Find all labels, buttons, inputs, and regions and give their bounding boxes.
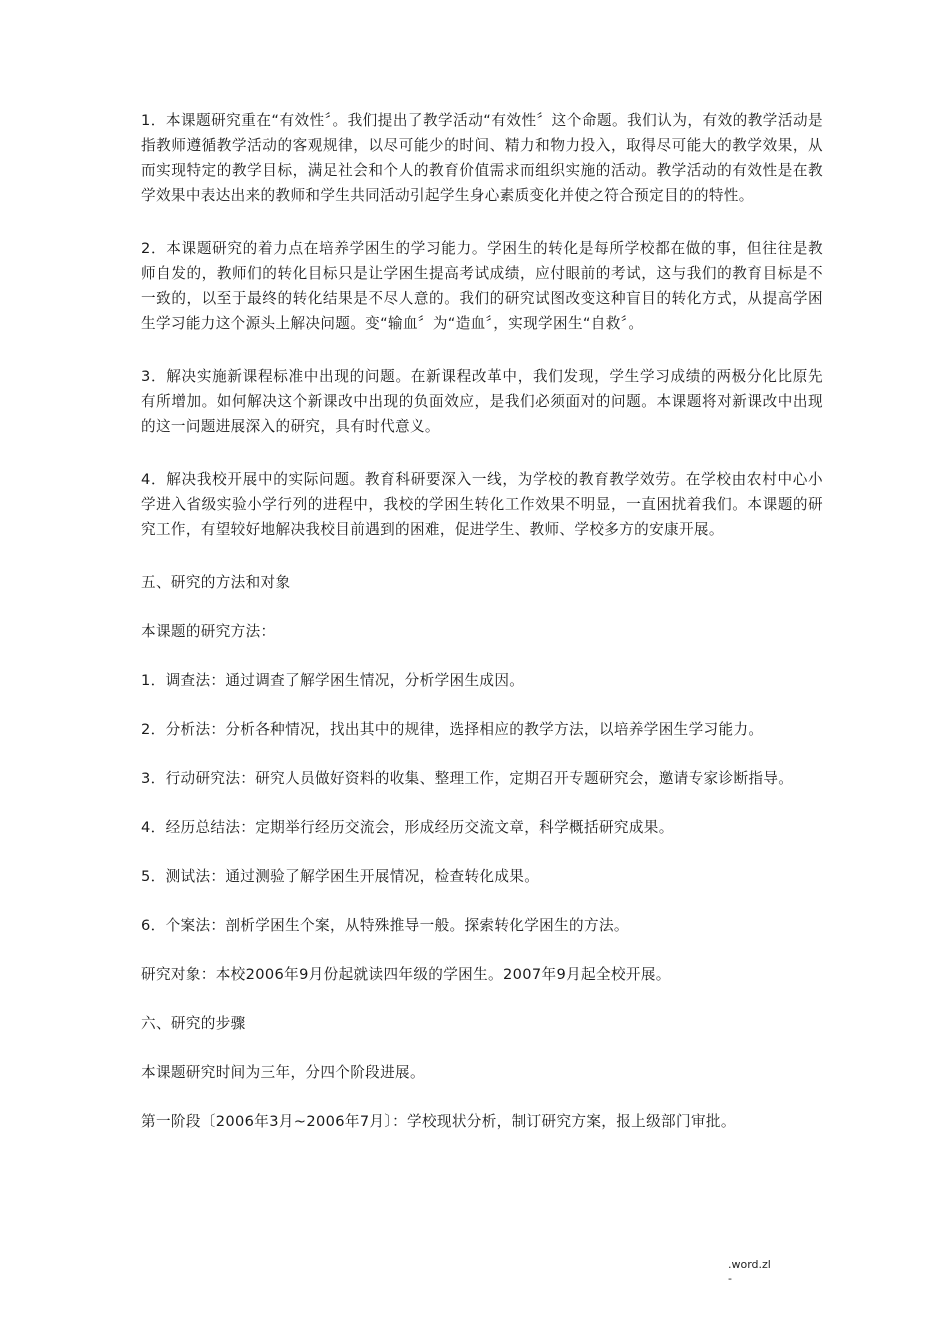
page-footer [728, 1258, 771, 1286]
methods-intro: 本课题的研究方法： [141, 623, 276, 640]
document-body [141, 108, 823, 1158]
method-testing: 5．测试法：通过测验了解学困生开展情况，检查转化成果。 [141, 868, 540, 885]
section-heading-methods: 五、研究的方法和对象 [141, 574, 291, 591]
method-analysis: 2．分析法：分析各种情况，找出其中的规律，选择相应的教学方法，以培养学困生学习能力。 [141, 721, 764, 738]
paragraph-point-3: 3．解决实施新课程标准中出现的问题。在新课程改革中，我们发现，学生学习成绩的两极分化比原先有所增加。如何解决这个新课改中出现的负面效应，是我们必须面对的问题。本课题将对新课改中出现的这一问题进展深入的研究，具有时代意义。 [141, 368, 823, 435]
research-subjects: 研究对象：本校2006年9月份起就读四年级的学困生。2007年9月起全校开展。 [141, 966, 671, 983]
stage-one: 第一阶段〔2006年3月~2006年7月〕：学校现状分析，制订研究方案，报上级部门审批。 [141, 1113, 736, 1130]
method-case-study: 6．个案法：剖析学困生个案，从特殊推导一般。探索转化学困生的方法。 [141, 917, 629, 934]
footer-dash: - [728, 1272, 732, 1285]
method-action-research: 3．行动研究法：研究人员做好资料的收集、整理工作，定期召开专题研究会，邀请专家诊断指导。 [141, 770, 794, 787]
paragraph-point-2: 2．本课题研究的着力点在培养学困生的学习能力。学困生的转化是每所学校都在做的事，但往往是教师自发的，教师们的转化目标只是让学困生提高考试成绩，应付眼前的考试，这与我们的教育目标是不一致的，以至于最终的转化结果是不尽人意的。我们的研究试图改变这种盲目的转化方式，从提高学困生学习能力这个源头上解决问题。变“输血〞为“造血〞，实现学困生“自救〞。 [141, 240, 823, 332]
section-heading-steps: 六、研究的步骤 [141, 1015, 246, 1032]
paragraph-point-4: 4．解决我校开展中的实际问题。教育科研要深入一线，为学校的教育教学效劳。在学校由农村中心小学进入省级实验小学行列的进程中，我校的学困生转化工作效果不明显，一直困扰着我们。本课题的研究工作，有望较好地解决我校目前遇到的困难，促进学生、教师、学校多方的安康开展。 [141, 471, 823, 538]
method-survey: 1．调查法：通过调查了解学困生情况，分析学困生成因。 [141, 672, 525, 689]
footer-source-text: .word.zl [728, 1258, 771, 1271]
paragraph-point-1: 1．本课题研究重在“有效性〞。我们提出了教学活动“有效性〞这个命题。我们认为，有效的教学活动是指教师遵循教学活动的客观规律，以尽可能少的时间、精力和物力投入，取得尽可能大的教学效果，从而实现特定的教学目标，满足社会和个人的教育价值需求而组织实施的活动。教学活动的有效性是在教学效果中表达出来的教师和学生共同活动引起学生身心素质变化并使之符合预定目的的特性。 [141, 112, 823, 204]
steps-intro: 本课题研究时间为三年，分四个阶段进展。 [141, 1064, 425, 1081]
method-experience-summary: 4．经历总结法：定期举行经历交流会，形成经历交流文章，科学概括研究成果。 [141, 819, 674, 836]
